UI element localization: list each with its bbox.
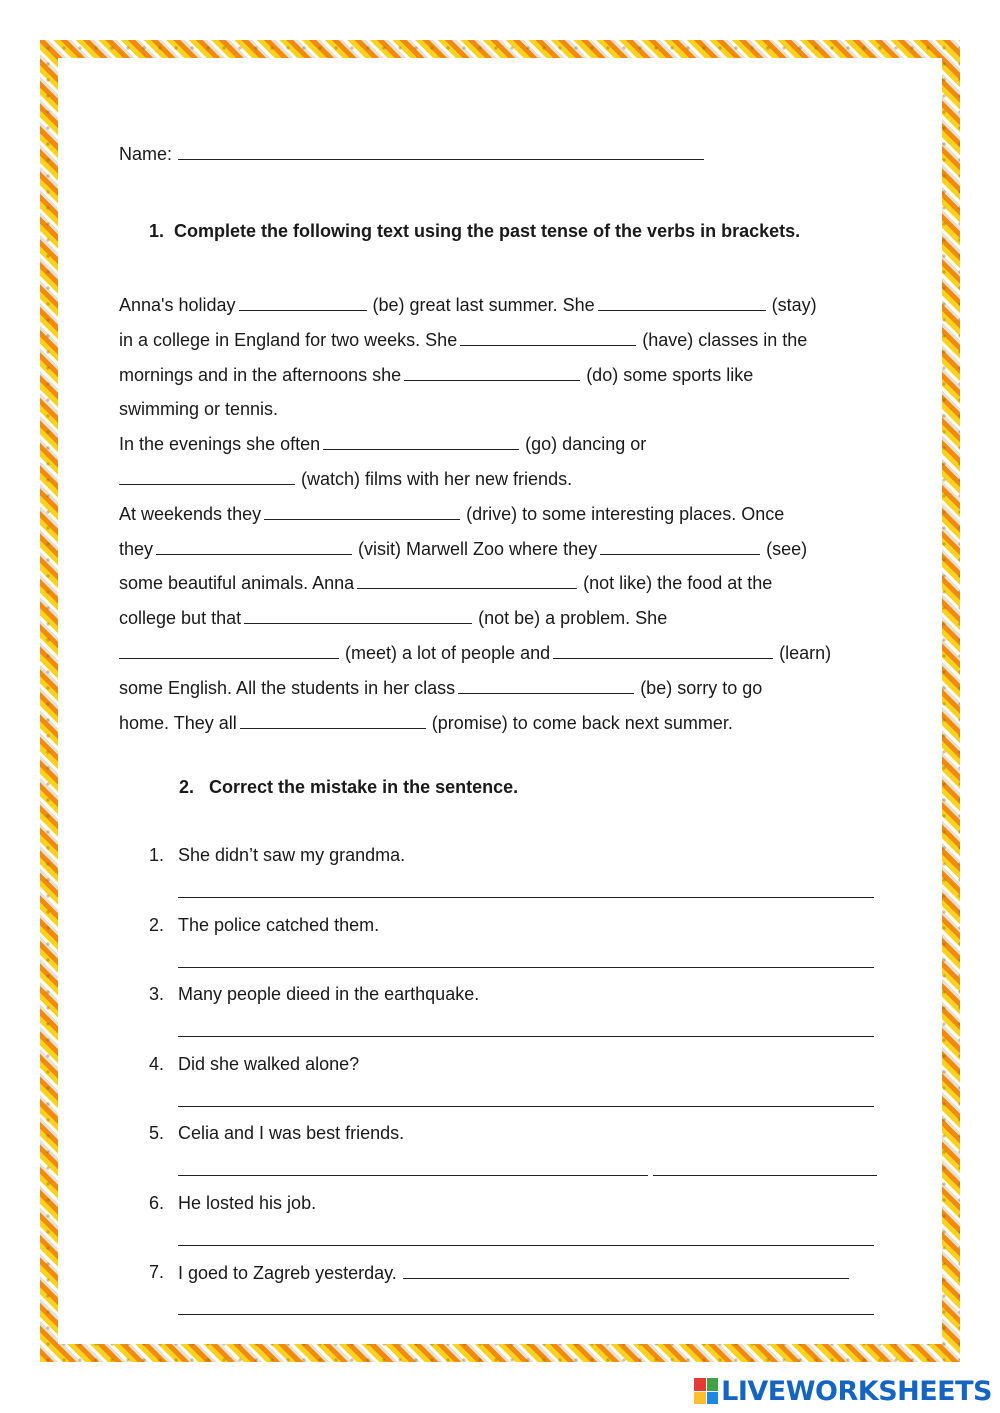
answer-line[interactable] — [653, 1159, 877, 1176]
logo-badge-icon — [694, 1378, 718, 1404]
list-item: 3. Many people dieed in the earthquake. — [149, 984, 879, 1054]
answer-blank[interactable] — [458, 678, 634, 694]
text-line: some beautiful animals. Anna (not like) the food at the — [119, 573, 773, 594]
exercise-2-heading — [179, 777, 518, 798]
text-line: mornings and in the afternoons she (do) some sports like — [119, 364, 754, 385]
exercise-1-heading — [149, 221, 800, 242]
liveworksheets-logo — [694, 1375, 992, 1407]
answer-blank[interactable] — [598, 295, 766, 311]
exercise-2-number: 2. — [179, 777, 195, 797]
answer-blank[interactable] — [239, 295, 367, 311]
answer-blank[interactable] — [244, 608, 472, 624]
answer-blank[interactable] — [240, 713, 426, 729]
name-label: Name: — [119, 144, 173, 164]
text-line: In the evenings she often (go) dancing or — [119, 434, 647, 455]
sentence-text: I goed to Zagreb yesterday. — [178, 1262, 849, 1284]
answer-line[interactable] — [178, 951, 874, 968]
answer-blank[interactable] — [460, 330, 636, 346]
answer-blank[interactable] — [323, 434, 519, 450]
answer-line[interactable] — [178, 1090, 874, 1107]
text-line: they (visit) Marwell Zoo where they (see) — [119, 538, 808, 559]
exercise-1-number: 1. — [149, 221, 165, 241]
text-line: (meet) a lot of people and (learn) — [119, 636, 879, 671]
text-line: some English. All the students in her class (be) sorry to go — [119, 677, 763, 698]
text-line: At weekends they (drive) to some interesting places. Once — [119, 503, 785, 524]
sentence-list — [149, 845, 879, 1332]
answer-line[interactable] — [403, 1262, 849, 1279]
answer-blank[interactable] — [600, 539, 760, 555]
answer-line[interactable] — [178, 1229, 874, 1246]
answer-blank[interactable] — [156, 539, 352, 555]
exercise-1-text — [119, 288, 879, 740]
text-line: home. They all (promise) to come back next summer. — [119, 712, 733, 733]
answer-line[interactable] — [178, 1159, 648, 1176]
text-line: college but that (not be) a problem. She — [119, 608, 668, 629]
exercise-2-instruction: Correct the mistake in the sentence. — [209, 777, 519, 797]
sentence-text: The police catched them. — [178, 914, 380, 935]
name-row — [119, 143, 704, 165]
answer-line[interactable] — [178, 1298, 874, 1315]
list-item: 5. Celia and I was best friends. — [149, 1123, 879, 1193]
answer-line[interactable] — [178, 881, 874, 898]
answer-blank[interactable] — [119, 643, 339, 659]
answer-blank[interactable] — [264, 504, 460, 520]
list-item: 1. She didn’t saw my grandma. — [149, 845, 879, 915]
answer-blank[interactable] — [553, 643, 773, 659]
list-item: 7. I goed to Zagreb yesterday. — [149, 1262, 879, 1332]
text-line: (watch) films with her new friends. — [119, 462, 879, 497]
text-line: in a college in England for two weeks. She (have) classes in the — [119, 329, 808, 350]
text-line: swimming or tennis. — [119, 399, 279, 420]
list-item: 2. The police catched them. — [149, 915, 879, 985]
text-line: Anna's holiday (be) great last summer. She (stay) — [119, 295, 817, 315]
sentence-text: He losted his job. — [178, 1192, 317, 1213]
answer-blank[interactable] — [357, 573, 577, 589]
sentence-text: Many people dieed in the earthquake. — [178, 984, 480, 1004]
answer-blank[interactable] — [404, 365, 580, 381]
logo-text: LIVEWORKSHEETS — [721, 1375, 992, 1407]
sentence-text: Celia and I was best friends. — [178, 1123, 405, 1143]
sentence-text: Did she walked alone? — [178, 1053, 360, 1074]
answer-line[interactable] — [178, 1020, 874, 1037]
list-item: 4. Did she walked alone? — [149, 1054, 879, 1124]
answer-blank[interactable] — [119, 469, 295, 485]
sentence-text: She didn’t saw my grandma. — [178, 845, 406, 865]
exercise-1-instruction: Complete the following text using the past tense of the verbs in brackets. — [174, 221, 801, 241]
list-item: 6. He losted his job. — [149, 1193, 879, 1263]
name-input[interactable] — [178, 143, 704, 160]
